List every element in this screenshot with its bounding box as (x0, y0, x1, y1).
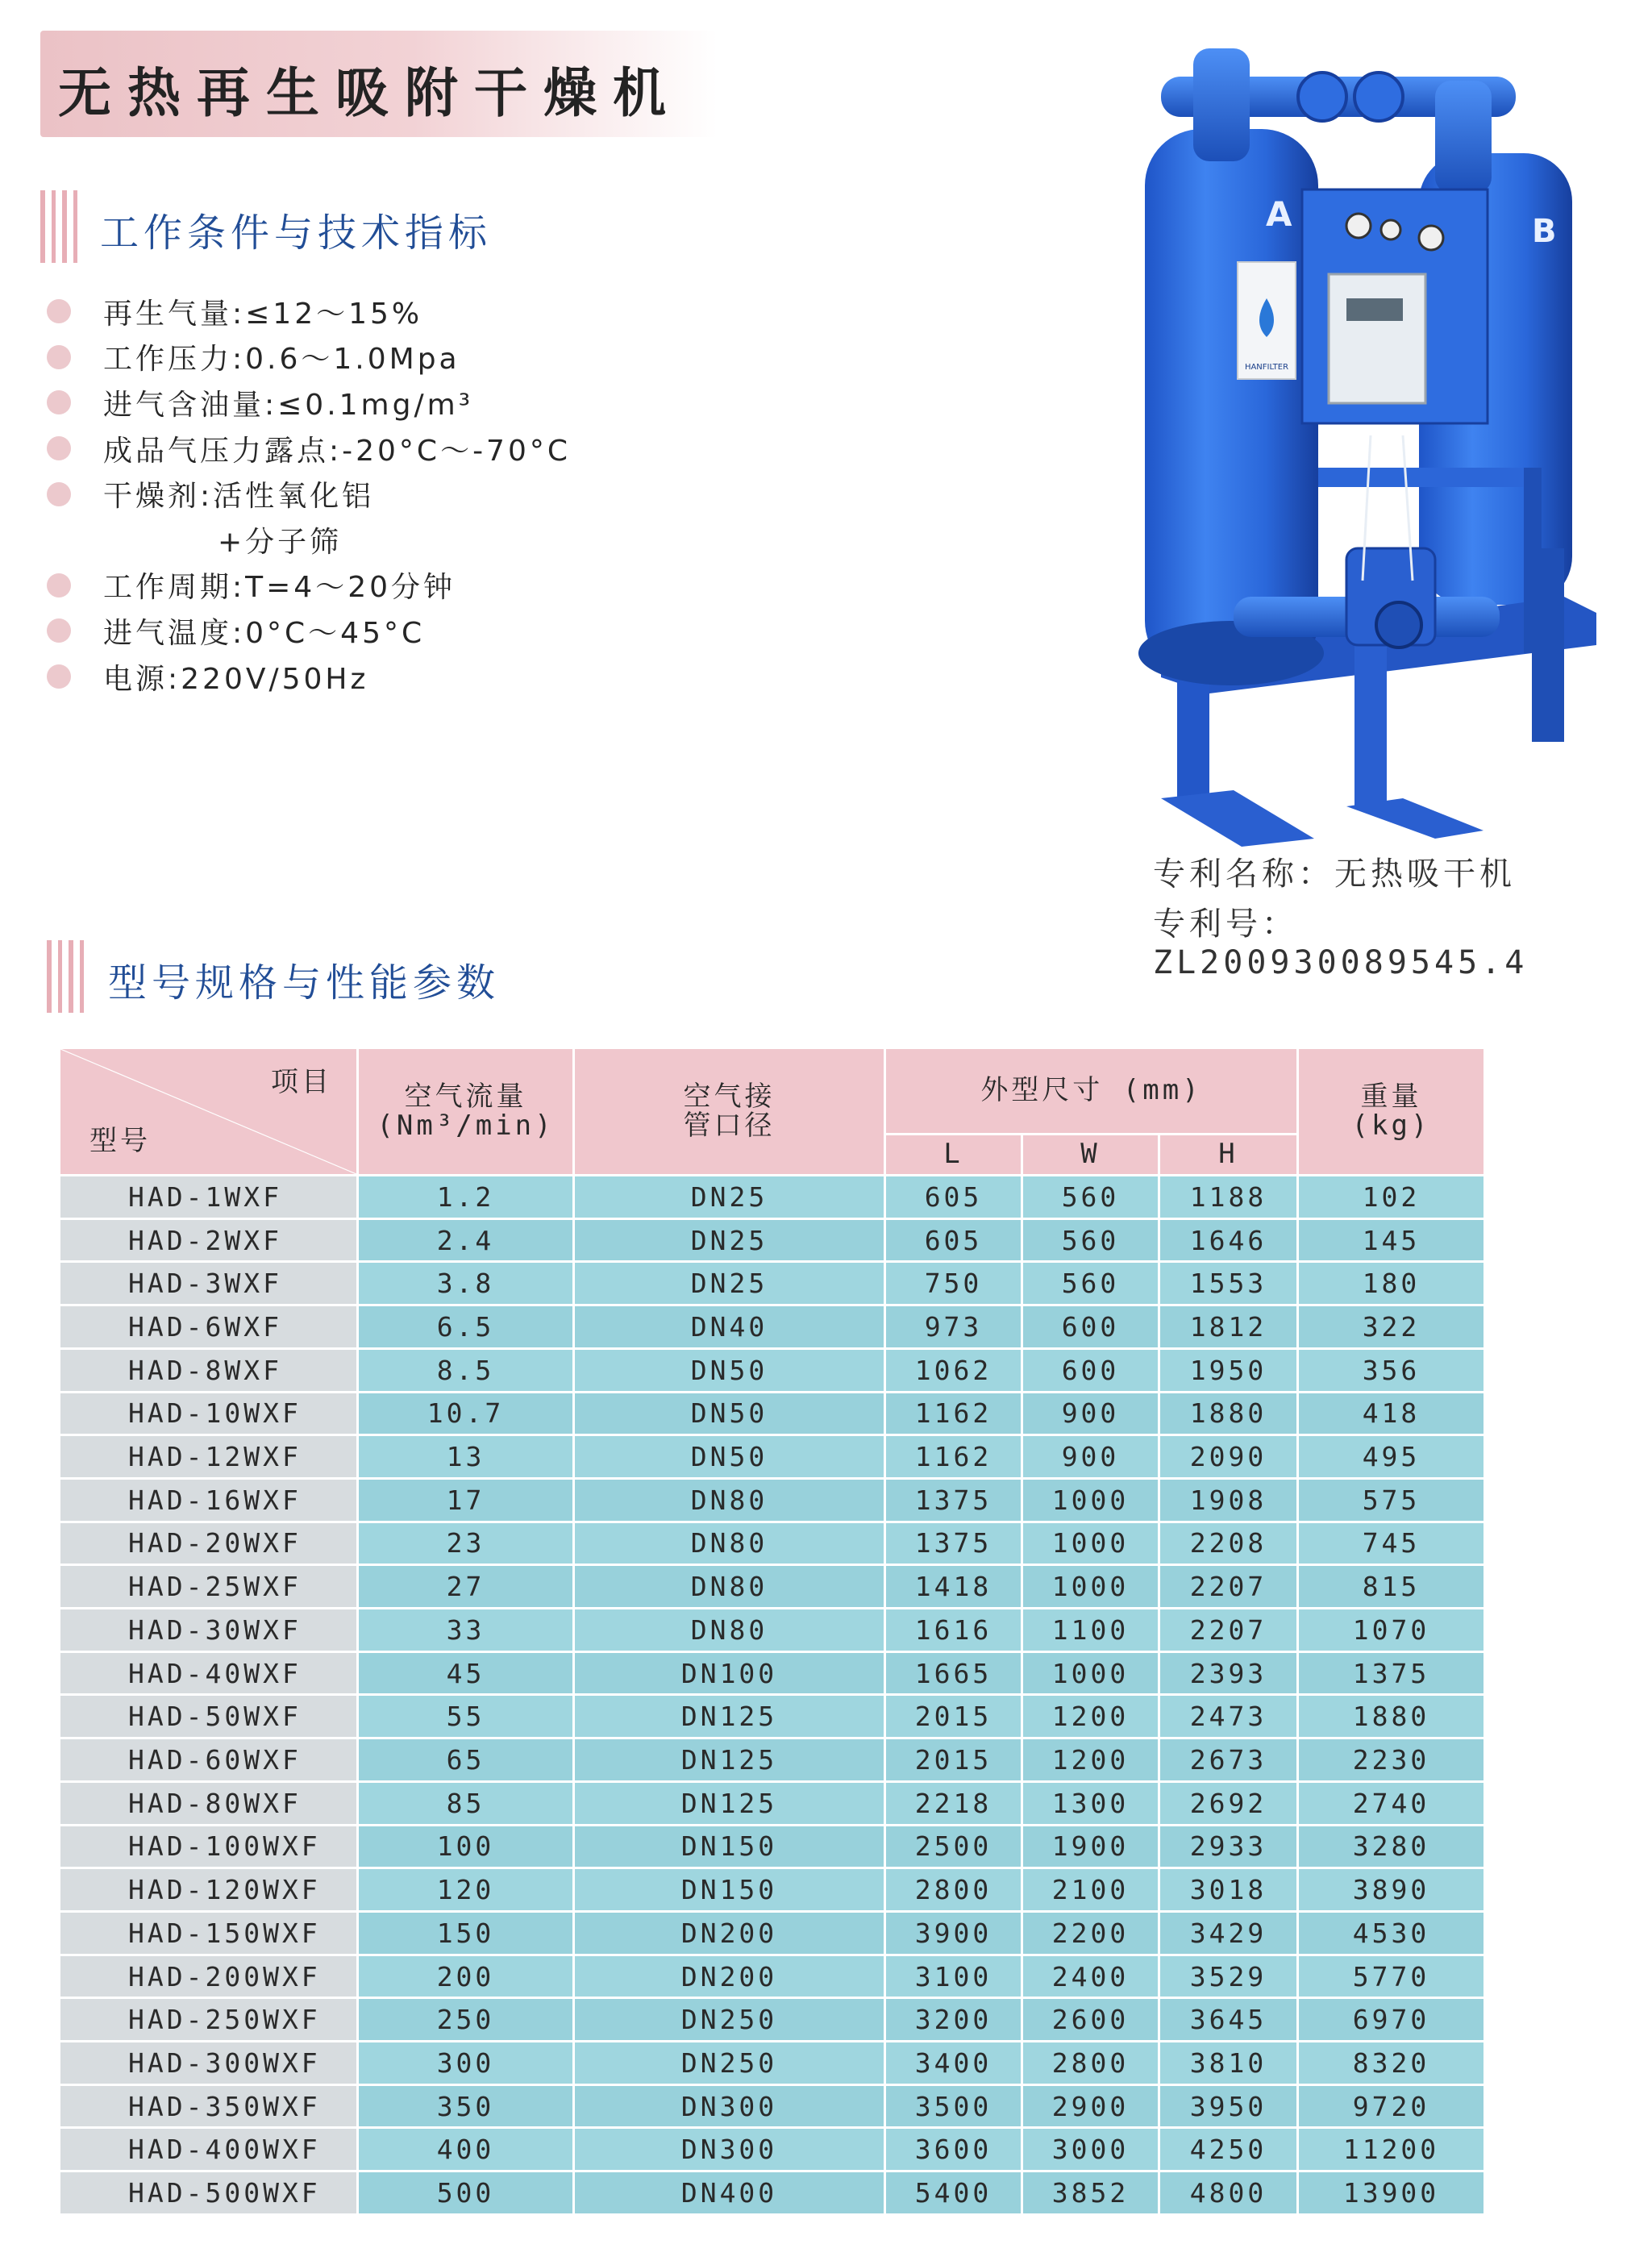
cell-h: 1908 (1159, 1478, 1298, 1522)
cell-flow: 500 (358, 2171, 574, 2215)
bullet-icon (47, 573, 71, 598)
patent-number: 专利号：ZL200930089545.4 (1153, 906, 1529, 981)
table-row (60, 1305, 1485, 1349)
cell-pipe: DN50 (574, 1348, 885, 1392)
cell-weight: 102 (1298, 1176, 1485, 1219)
cell-pipe: DN125 (574, 1781, 885, 1825)
header-dimensions: 外型尺寸 (mm) (885, 1048, 1298, 1135)
table-row (60, 1392, 1485, 1435)
cell-weight: 8320 (1298, 2042, 1485, 2085)
foot-right (1346, 798, 1483, 839)
cell-model: HAD-150WXF (60, 1911, 358, 1955)
cell-h: 2473 (1159, 1695, 1298, 1738)
cell-w: 2200 (1022, 1911, 1159, 1955)
brand-name: HANFILTER (1244, 363, 1289, 372)
cell-l: 3100 (885, 1955, 1022, 1998)
cell-flow: 65 (358, 1738, 574, 1782)
cell-h: 3018 (1159, 1868, 1298, 1912)
table-row (60, 2128, 1485, 2171)
table-row (60, 2084, 1485, 2128)
tank-a (1145, 129, 1318, 677)
cell-flow: 6.5 (358, 1305, 574, 1349)
cell-l: 3400 (885, 2042, 1022, 2085)
cell-pipe: DN200 (574, 1955, 885, 1998)
bullet-icon (47, 299, 71, 323)
cell-weight: 145 (1298, 1218, 1485, 1262)
cell-flow: 3.8 (358, 1262, 574, 1305)
cell-w: 1000 (1022, 1522, 1159, 1565)
spec-text: 工作周期:T=4～20分钟 (103, 571, 456, 605)
cell-weight: 322 (1298, 1305, 1485, 1349)
cell-flow: 120 (358, 1868, 574, 1912)
cell-l: 1418 (885, 1565, 1022, 1609)
cell-model: HAD-1WXF (60, 1176, 358, 1219)
cell-h: 1812 (1159, 1305, 1298, 1349)
cell-l: 605 (885, 1218, 1022, 1262)
cell-flow: 33 (358, 1609, 574, 1652)
table-row (60, 2171, 1485, 2215)
cell-h: 3645 (1159, 1998, 1298, 2042)
table-row (60, 2042, 1485, 2085)
cell-flow: 100 (358, 1825, 574, 1868)
cell-model: HAD-8WXF (60, 1348, 358, 1392)
cell-model: HAD-10WXF (60, 1392, 358, 1435)
cell-h: 3529 (1159, 1955, 1298, 1998)
table-row (60, 1911, 1485, 1955)
cell-flow: 45 (358, 1651, 574, 1695)
spec-item (47, 426, 571, 472)
cell-w: 900 (1022, 1392, 1159, 1435)
cell-h: 3810 (1159, 2042, 1298, 2085)
cell-l: 1162 (885, 1392, 1022, 1435)
cell-l: 3600 (885, 2128, 1022, 2171)
cell-weight: 3890 (1298, 1868, 1485, 1912)
cell-l: 750 (885, 1262, 1022, 1305)
cell-pipe: DN125 (574, 1695, 885, 1738)
spec-text: +分子筛 (218, 525, 343, 559)
cell-l: 2218 (885, 1781, 1022, 1825)
section-marker-bars (47, 940, 84, 1013)
cell-weight: 356 (1298, 1348, 1485, 1392)
cell-model: HAD-350WXF (60, 2084, 358, 2128)
cell-l: 2500 (885, 1825, 1022, 1868)
cell-w: 1900 (1022, 1825, 1159, 1868)
cell-l: 1665 (885, 1651, 1022, 1695)
cell-flow: 2.4 (358, 1218, 574, 1262)
cell-h: 4250 (1159, 2128, 1298, 2171)
cell-pipe: DN80 (574, 1522, 885, 1565)
cell-weight: 5770 (1298, 1955, 1485, 1998)
bullet-icon (47, 482, 71, 506)
table-row (60, 1478, 1485, 1522)
table-row (60, 1825, 1485, 1868)
cell-model: HAD-2WXF (60, 1218, 358, 1262)
spec-item (47, 471, 571, 517)
cell-h: 2933 (1159, 1825, 1298, 1868)
cell-h: 3429 (1159, 1911, 1298, 1955)
cell-weight: 1375 (1298, 1651, 1485, 1695)
cell-model: HAD-100WXF (60, 1825, 358, 1868)
cell-pipe: DN50 (574, 1435, 885, 1479)
cell-model: HAD-300WXF (60, 2042, 358, 2085)
cell-pipe: DN100 (574, 1651, 885, 1695)
cell-l: 2015 (885, 1695, 1022, 1738)
cell-model: HAD-120WXF (60, 1868, 358, 1912)
cell-h: 2090 (1159, 1435, 1298, 1479)
spec-item (47, 654, 571, 700)
cell-w: 1200 (1022, 1695, 1159, 1738)
model-spec-table (58, 1047, 1486, 2216)
cell-l: 5400 (885, 2171, 1022, 2215)
dryer-product-image (1113, 32, 1621, 847)
cell-pipe: DN150 (574, 1868, 885, 1912)
cell-pipe: DN250 (574, 1998, 885, 2042)
cell-flow: 350 (358, 2084, 574, 2128)
cell-w: 2400 (1022, 1955, 1159, 1998)
table-row (60, 1348, 1485, 1392)
cell-model: HAD-3WXF (60, 1262, 358, 1305)
cell-w: 1000 (1022, 1565, 1159, 1609)
cell-l: 1375 (885, 1478, 1022, 1522)
cell-pipe: DN25 (574, 1262, 885, 1305)
foot-left (1161, 790, 1314, 847)
cell-flow: 17 (358, 1478, 574, 1522)
cell-model: HAD-500WXF (60, 2171, 358, 2215)
cell-h: 1188 (1159, 1176, 1298, 1219)
spec-text: 成品气压力露点:-20°C～-70°C (103, 434, 572, 468)
cell-weight: 745 (1298, 1522, 1485, 1565)
cell-l: 3200 (885, 1998, 1022, 2042)
cell-w: 1100 (1022, 1609, 1159, 1652)
cell-w: 560 (1022, 1218, 1159, 1262)
cell-flow: 10.7 (358, 1392, 574, 1435)
cell-pipe: DN400 (574, 2171, 885, 2215)
cell-h: 1553 (1159, 1262, 1298, 1305)
cell-model: HAD-16WXF (60, 1478, 358, 1522)
cell-w: 2900 (1022, 2084, 1159, 2128)
cell-pipe: DN80 (574, 1478, 885, 1522)
cell-model: HAD-40WXF (60, 1651, 358, 1695)
cell-w: 600 (1022, 1348, 1159, 1392)
cell-flow: 13 (358, 1435, 574, 1479)
spec-item (47, 608, 571, 654)
tank-a-label: A (1266, 194, 1292, 234)
cell-pipe: DN250 (574, 2042, 885, 2085)
table-row (60, 1262, 1485, 1305)
cell-w: 1300 (1022, 1781, 1159, 1825)
cell-w: 560 (1022, 1262, 1159, 1305)
cell-pipe: DN200 (574, 1911, 885, 1955)
cell-h: 1950 (1159, 1348, 1298, 1392)
cell-weight: 418 (1298, 1392, 1485, 1435)
spec-text: 进气温度:0°C～45°C (103, 616, 426, 650)
cell-w: 1200 (1022, 1738, 1159, 1782)
cell-flow: 55 (358, 1695, 574, 1738)
cell-weight: 1070 (1298, 1609, 1485, 1652)
cell-l: 1162 (885, 1435, 1022, 1479)
cell-w: 1000 (1022, 1651, 1159, 1695)
table-row (60, 1955, 1485, 1998)
header-model: 型号 (89, 1125, 151, 1158)
cell-l: 973 (885, 1305, 1022, 1349)
cell-l: 3500 (885, 2084, 1022, 2128)
cell-model: HAD-50WXF (60, 1695, 358, 1738)
cell-w: 1000 (1022, 1478, 1159, 1522)
cell-model: HAD-6WXF (60, 1305, 358, 1349)
page-title: 无热再生吸附干燥机 (58, 61, 682, 124)
corner-header (60, 1048, 358, 1176)
spec-text: 工作压力:0.6～1.0Mpa (103, 343, 460, 377)
cell-weight: 4530 (1298, 1911, 1485, 1955)
spec-list (47, 289, 571, 699)
cell-h: 2393 (1159, 1651, 1298, 1695)
cell-flow: 200 (358, 1955, 574, 1998)
cell-weight: 1880 (1298, 1695, 1485, 1738)
cell-model: HAD-60WXF (60, 1738, 358, 1782)
cell-w: 3000 (1022, 2128, 1159, 2171)
table-row (60, 1609, 1485, 1652)
cell-flow: 300 (358, 2042, 574, 2085)
header-item: 项目 (271, 1066, 332, 1098)
cell-model: HAD-200WXF (60, 1955, 358, 1998)
cell-model: HAD-80WXF (60, 1781, 358, 1825)
cell-h: 4800 (1159, 2171, 1298, 2215)
cell-w: 2600 (1022, 1998, 1159, 2042)
cell-weight: 3280 (1298, 1825, 1485, 1868)
header-l: L (885, 1135, 1022, 1176)
cell-model: HAD-400WXF (60, 2128, 358, 2171)
cell-pipe: DN300 (574, 2128, 885, 2171)
cell-flow: 1.2 (358, 1176, 574, 1219)
cell-pipe: DN40 (574, 1305, 885, 1349)
header-w: W (1022, 1135, 1159, 1176)
cell-pipe: DN25 (574, 1218, 885, 1262)
cell-model: HAD-12WXF (60, 1435, 358, 1479)
cell-w: 900 (1022, 1435, 1159, 1479)
cell-h: 2673 (1159, 1738, 1298, 1782)
cell-pipe: DN150 (574, 1825, 885, 1868)
table-row (60, 1522, 1485, 1565)
table-row (60, 1565, 1485, 1609)
cell-h: 2207 (1159, 1609, 1298, 1652)
cell-weight: 2740 (1298, 1781, 1485, 1825)
cell-pipe: DN25 (574, 1176, 885, 1219)
cell-l: 605 (885, 1176, 1022, 1219)
cell-pipe: DN300 (574, 2084, 885, 2128)
spec-text: 电源:220V/50Hz (103, 662, 369, 696)
cell-l: 1062 (885, 1348, 1022, 1392)
cell-h: 2692 (1159, 1781, 1298, 1825)
cell-w: 2800 (1022, 2042, 1159, 2085)
cell-w: 3852 (1022, 2171, 1159, 2215)
section-title-models: 型号规格与性能参数 (108, 960, 501, 1006)
cell-flow: 8.5 (358, 1348, 574, 1392)
cell-weight: 815 (1298, 1565, 1485, 1609)
table-row (60, 1176, 1485, 1219)
cell-weight: 6970 (1298, 1998, 1485, 2042)
cell-weight: 9720 (1298, 2084, 1485, 2128)
cell-weight: 575 (1298, 1478, 1485, 1522)
cell-weight: 495 (1298, 1435, 1485, 1479)
table-row (60, 1738, 1485, 1782)
cell-flow: 250 (358, 1998, 574, 2042)
header-h: H (1159, 1135, 1298, 1176)
cell-weight: 13900 (1298, 2171, 1485, 2215)
cell-l: 1375 (885, 1522, 1022, 1565)
section-title-conditions: 工作条件与技术指标 (100, 210, 493, 256)
cell-flow: 85 (358, 1781, 574, 1825)
cell-flow: 400 (358, 2128, 574, 2171)
cell-model: HAD-250WXF (60, 1998, 358, 2042)
table-row (60, 1218, 1485, 1262)
cell-h: 3950 (1159, 2084, 1298, 2128)
spec-item-continuation (47, 517, 571, 563)
spec-item (47, 380, 571, 426)
cell-w: 560 (1022, 1176, 1159, 1219)
cell-model: HAD-20WXF (60, 1522, 358, 1565)
cell-pipe: DN125 (574, 1738, 885, 1782)
section-marker-bars (40, 190, 77, 263)
cell-w: 2100 (1022, 1868, 1159, 1912)
tank-b-label: B (1532, 213, 1557, 250)
header-pipe: 空气接 管口径 (574, 1048, 885, 1176)
header-flow: 空气流量 (Nm³/min) (358, 1048, 574, 1176)
cell-w: 600 (1022, 1305, 1159, 1349)
cell-flow: 27 (358, 1565, 574, 1609)
header-weight: 重量 (kg) (1298, 1048, 1485, 1176)
table-body (60, 1176, 1485, 2215)
cell-weight: 11200 (1298, 2128, 1485, 2171)
cell-h: 2207 (1159, 1565, 1298, 1609)
cell-model: HAD-25WXF (60, 1565, 358, 1609)
table-row (60, 1651, 1485, 1695)
table-row (60, 1435, 1485, 1479)
cell-flow: 150 (358, 1911, 574, 1955)
cell-l: 2015 (885, 1738, 1022, 1782)
table-row (60, 1695, 1485, 1738)
cell-h: 1646 (1159, 1218, 1298, 1262)
cell-weight: 2230 (1298, 1738, 1485, 1782)
cell-h: 1880 (1159, 1392, 1298, 1435)
table-row (60, 1781, 1485, 1825)
bullet-icon (47, 345, 71, 369)
cell-l: 1616 (885, 1609, 1022, 1652)
cell-pipe: DN50 (574, 1392, 885, 1435)
cell-h: 2208 (1159, 1522, 1298, 1565)
spec-item (47, 335, 571, 381)
bullet-icon (47, 436, 71, 460)
spec-item (47, 563, 571, 609)
cell-weight: 180 (1298, 1262, 1485, 1305)
spec-item (47, 289, 571, 335)
cell-l: 2800 (885, 1868, 1022, 1912)
cell-pipe: DN80 (574, 1609, 885, 1652)
spec-text: 再生气量:≤12～15% (103, 297, 423, 331)
spec-text: 进气含油量:≤0.1mg/m³ (103, 388, 474, 422)
bullet-icon (47, 664, 71, 689)
patent-name: 专利名称：无热吸干机 (1153, 856, 1516, 893)
table-row (60, 1998, 1485, 2042)
spec-text: 干燥剂:活性氧化铝 (103, 480, 375, 514)
bullet-icon (47, 618, 71, 643)
cell-model: HAD-30WXF (60, 1609, 358, 1652)
cell-pipe: DN80 (574, 1565, 885, 1609)
table-row (60, 1868, 1485, 1912)
cell-flow: 23 (358, 1522, 574, 1565)
bullet-icon (47, 390, 71, 414)
cell-l: 3900 (885, 1911, 1022, 1955)
